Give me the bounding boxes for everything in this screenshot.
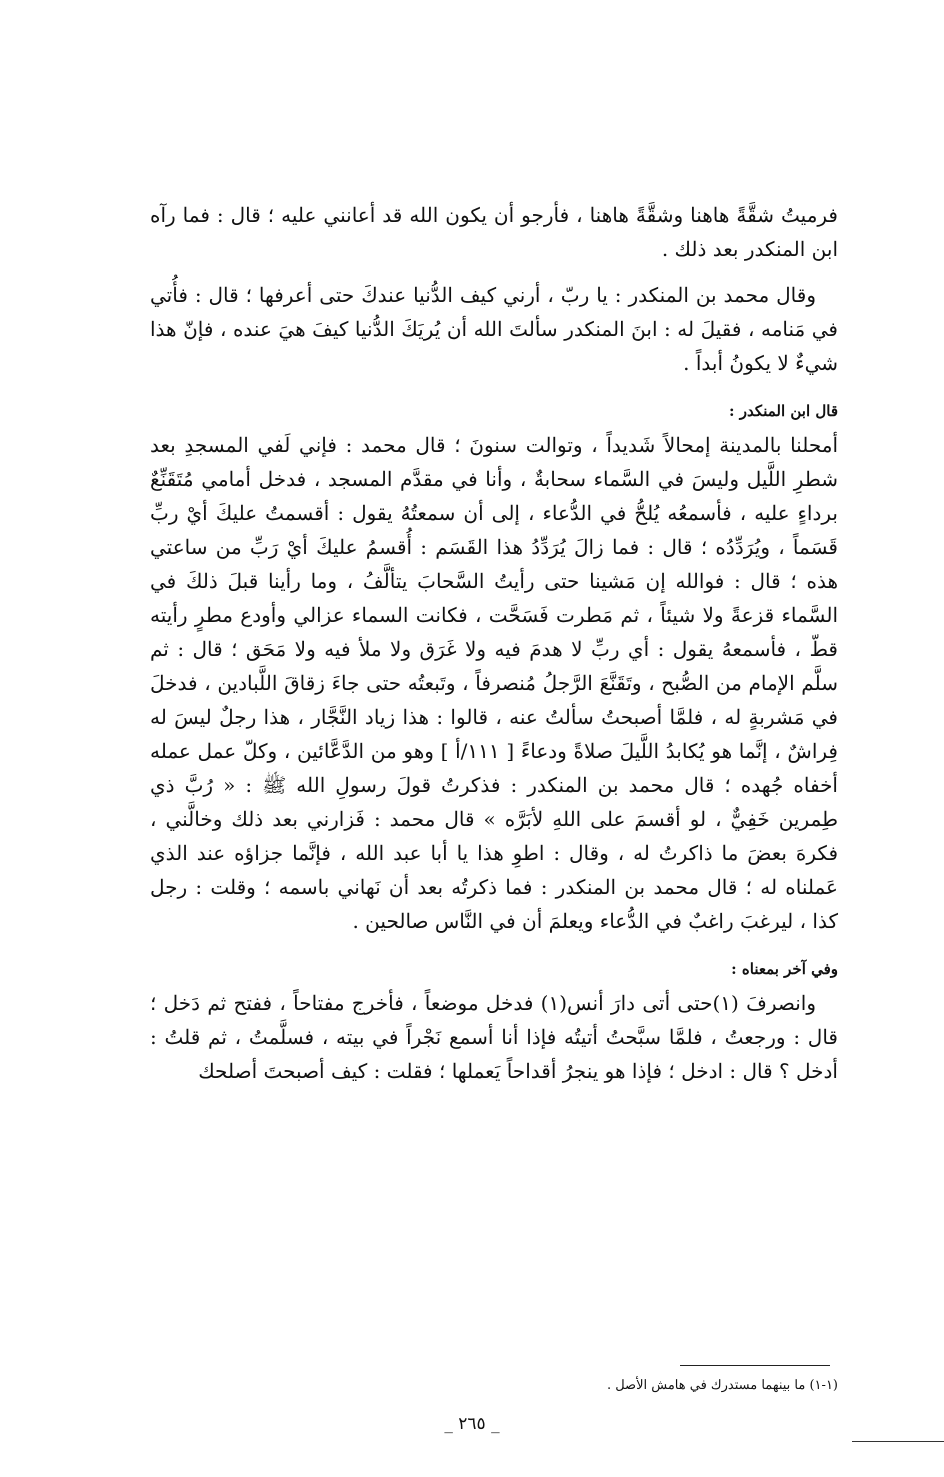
paragraph-gap	[150, 266, 838, 278]
section-heading-1: قال ابن المنكدر :	[729, 402, 838, 420]
paragraph-3: أمحلنا بالمدينة إمحالاً شَديداً ، وتوالت سنونَ ؛ قال محمد : فإني لَفي المسجدِ بعد شطرِ اللَّيل وليسَ في السَّماء سحابةٌ ، وأنا في مقدَّم المسجد ، فدخل أمامي مُتَقَنِّعٌ برداءٍ عليه ، فأسمعُه يُلحُّ في الدُّعاء ، إلى أن سمعتُهُ يقول : أقسمتُ عليكَ أيْ ربِّ قَسَماً ، ويُرَدِّدُه ؛ قال : فما زالَ يُرَدِّدُ هذا القَسَم : أُقسمُ عليكَ أيْ رَبِّ من ساعتي هذه ؛ قال : فوالله إن مَشينا حتى رأيتُ السَّحابَ يتألَّفُ ، وما رأينا قبلَ ذلكَ في السَّماء قزعةً ولا شيئاً ، ثم مَطرت فَسَحَّت ، فكانت السماء عزالي وأودع مطرٍ رأيته قطّ ، فأسمعهُ يقول : أي ربِّ لا هدمَ فيه ولا غَرَق ولا ملأ فيه ولا مَحَق ؛ قال : ثم سلَّم الإمام من الصُّبح ، وتَقَنَّعَ الرَّجلُ مُنصرفاً ، وتَبعتُه حتى جاءَ زقاقَ اللَّبادين ، فدخلَ في مَشربةٍ له ، فلمَّا أصبحتُ سألتُ عنه ، قالوا : هذا زياد النَّجَّار ، هذا رجلٌ ليسَ له فِراشٌ ، إنَّما هو يُكابدُ اللَّيلَ صلاةً ودعاءً [ ١١١/أ ] وهو من الدَّعَّائين ، وكلّ عمل عمله أخفاه جُهده ؛ قال محمد بن المنكدر : فذكرتُ قولَ رسولِ الله ﷺ : « رُبَّ ذي طِمرين خَفِيٌّ ، لو أقسمَ على اللهِ لأبَرَّه » قال محمد : فَزارني بعد ذلك وخالَّني ، فكرهَ بعضَ ما ذاكرتُ له ، وقال : اطوِ هذا يا أبا عبد الله ، فإنَّما جزاؤه عند الذي عَملناه له ؛ قال محمد بن المنكدر : فما ذكرتُه بعد أن نَهاني باسمه ؛ وقلت : رجل كذا ، ليرغبَ راغبٌ في الدُّعاء ويعلمَ أن في النَّاس صالحين .	[150, 433, 838, 933]
paragraph-1: فرميتُ شقَّةً هاهنا وشقَّةً هاهنا ، فأرجو أن يكون الله قد أعانني عليه ؛ قال : فما رآه ابن المنكدر بعد ذلك .	[150, 203, 838, 261]
paragraph-4: وانصرفَ (١)حتى أتى دارَ أنس(١) فدخل موضعاً ، فأخرج مفتاحاً ، ففتح ثم دَخل ؛ قال : ورجعتُ ، فلمَّا سبَّحتُ أتيتُه فإذا أنا أسمع نَجْراً في بيته ، فسلَّمتُ ، ثم قلتُ : أدخل ؟ قال : ادخل ؛ فإذا هو ينجرُ أقداحاً يَعملها ؛ فقلت : كيف أصبحتَ أصلحك	[150, 991, 838, 1083]
paragraph-gap	[150, 380, 838, 392]
paragraph-gap	[150, 938, 838, 950]
section-heading-2: وفي آخر بمعناه :	[731, 960, 838, 978]
paragraph-2: وقال محمد بن المنكدر : يا ربّ ، أرني كيف الدُّنيا عندكَ حتى أعرفها ؛ قال : فأُتي في مَنامه ، فقيلَ له : ابنَ المنكدر سألتَ الله أن يُريَكَ الدُّنيا كيفَ هيَ عنده ، فإنّ هذا شيءٌ لا يكونُ أبداً .	[150, 283, 838, 375]
page-body	[150, 198, 838, 1088]
scan-edge-line	[852, 1441, 944, 1442]
footnote: (١-١) ما بينهما مستدرك في هامش الأصل .	[606, 1378, 838, 1393]
page-number: _ ٢٦٥ _	[444, 1414, 500, 1434]
footnote-divider	[680, 1365, 830, 1366]
